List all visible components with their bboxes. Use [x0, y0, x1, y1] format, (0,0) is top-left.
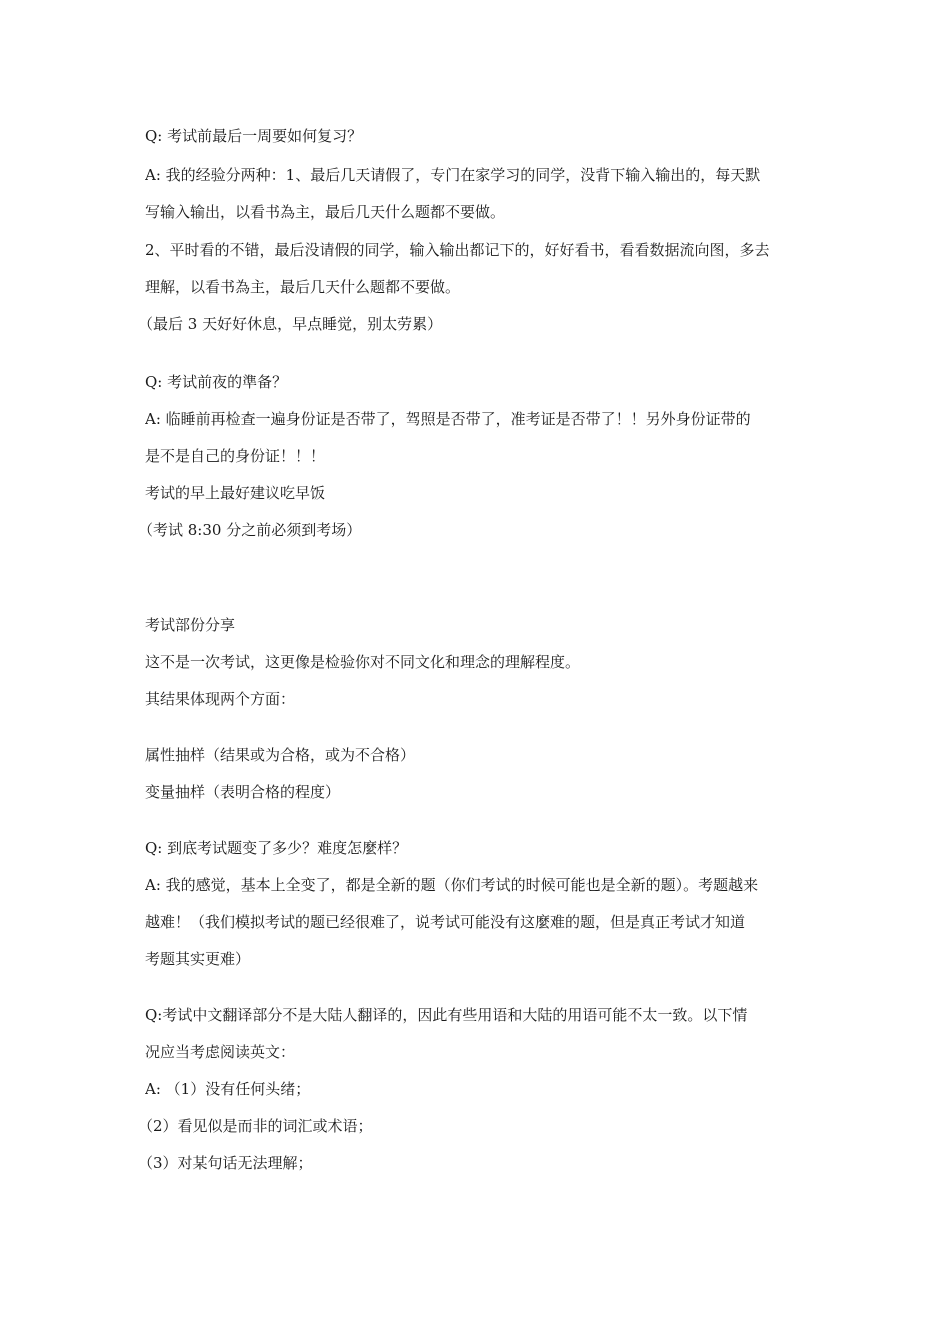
answer-difficulty-line-3: 考题其实更难）: [145, 950, 251, 968]
question-night-before: Q: 考试前夜的準备？: [145, 373, 288, 391]
answer-night-before-line-1: A: 临睡前再检查一遍身份证是否带了，驾照是否带了，准考证是否带了！！另外身份证带的: [145, 410, 751, 428]
exam-sharing-intro: 这不是一次考试，这更像是检验你对不同文化和理念的理解程度。: [145, 653, 581, 671]
answer-difficulty-line-2: 越难！（我们模拟考试的题已经很难了，说考试可能没有这麼难的题，但是真正考试才知道: [145, 913, 746, 931]
rest-note: （最后 3 天好好休息，早点睡觉，别太劳累）: [138, 315, 443, 333]
answer-final-week-line-2: 写输入输出，以看书為主，最后几天什么题都不要做。: [145, 203, 506, 221]
arrival-time-note: （考试 8:30 分之前必须到考场）: [138, 521, 362, 539]
answer-difficulty-line-1: A: 我的感觉，基本上全变了，都是全新的题（你们考试的时候可能也是全新的题）。考题越来: [145, 876, 759, 894]
answer-translation-item-3: （3）对某句话无法理解；: [138, 1154, 313, 1172]
answer-translation-item-1: A: （1）没有任何头绪；: [145, 1080, 311, 1098]
answer-translation-item-2: （2）看见似是而非的词汇或术语；: [138, 1117, 373, 1135]
question-translation-line-2: 况应当考虑阅读英文：: [145, 1043, 296, 1061]
answer-final-week-line-1: A: 我的经验分两种：1、最后几天请假了，专门在家学习的同学，没背下输入输出的，每天默: [145, 166, 761, 184]
answer-final-week-line-3: 2、平时看的不错，最后没请假的同学，输入输出都记下的，好好看书，看看数据流向图，多去: [145, 241, 770, 259]
attribute-sampling: 属性抽样（结果或为合格，或为不合格）: [145, 746, 416, 764]
breakfast-note: 考试的早上最好建议吃早饭: [145, 484, 326, 502]
question-translation-line-1: Q:考试中文翻译部分不是大陆人翻译的，因此有些用语和大陆的用语可能不太一致。以下情: [145, 1006, 748, 1024]
question-final-week: Q: 考试前最后一周要如何复习？: [145, 127, 363, 145]
exam-sharing-results: 其结果体现两个方面：: [145, 690, 296, 708]
question-difficulty: Q: 到底考试题变了多少？难度怎麼样？: [145, 839, 408, 857]
section-heading-exam-sharing: 考试部份分享: [145, 616, 236, 634]
answer-night-before-line-2: 是不是自己的身份证！！！: [145, 447, 326, 465]
answer-final-week-line-4: 理解，以看书為主，最后几天什么题都不要做。: [145, 278, 461, 296]
variable-sampling: 变量抽样（表明合格的程度）: [145, 783, 341, 801]
